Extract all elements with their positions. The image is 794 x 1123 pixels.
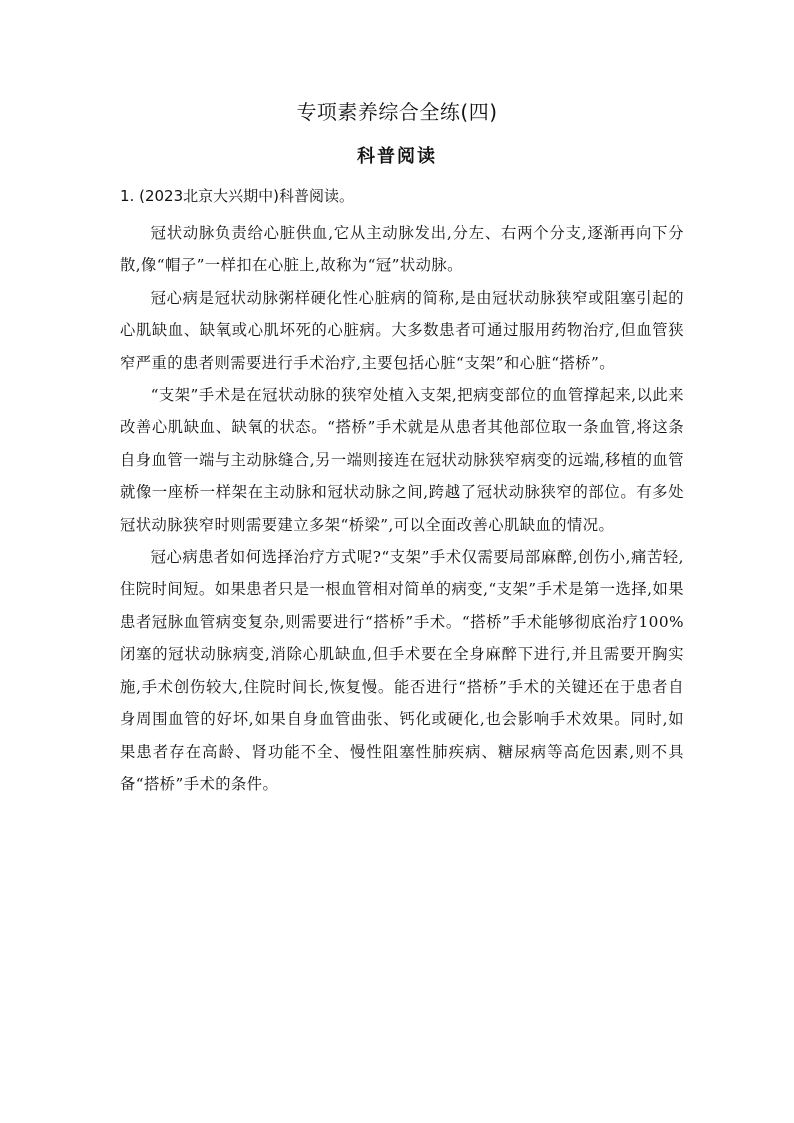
paragraph-stent-and-bypass: “支架”手术是在冠状动脉的狭窄处植入支架,把病变部位的血管撑起来,以此来改善心肌缺血、缺氧的状态。“搭桥”手术就是从患者其他部位取一条血管,将这条自身血管一端与主动脉缝合,另一端则接连在冠状动脉狭窄病变的远端,移植的血管就像一座桥一样架在主动脉和冠状动脉之间,跨越了冠状动脉狭窄的部位。有多处冠状动脉狭窄时则需要建立多架“桥梁”,可以全面改善心肌缺血的情况。 [120, 386, 684, 534]
question-number: 1. [120, 187, 135, 205]
article-body [120, 217, 684, 800]
question-header [120, 182, 690, 210]
paragraph-coronary-heart-disease: 冠心病是冠状动脉粥样硬化性心脏病的简称,是由冠状动脉狭窄或阻塞引起的心肌缺血、缺氧或心肌坏死的心脏病。大多数患者可通过服用药物治疗,但血管狭窄严重的患者则需要进行手术治疗,主要包括心脏“支架”和心脏“搭桥”。 [120, 288, 684, 372]
page-title: 专项素养综合全练(四) [296, 100, 498, 124]
paragraph-coronary-artery: 冠状动脉负责给心脏供血,它从主动脉发出,分左、右两个分支,逐渐再向下分散,像“帽子”一样扣在心脏上,故称为“冠”状动脉。 [120, 224, 684, 275]
question-source: (2023北京大兴期中)科普阅读。 [139, 187, 354, 205]
section-subtitle: 科普阅读 [357, 146, 437, 167]
paragraph-treatment-choice: 冠心病患者如何选择治疗方式呢?“支架”手术仅需要局部麻醉,创伤小,痛苦轻,住院时间短。如果患者只是一根血管相对简单的病变,“支架”手术是第一选择,如果患者冠脉血管病变复杂,则需要进行“搭桥”手术。“搭桥”手术能够彻底治疗100%闭塞的冠状动脉病变,消除心肌缺血,但手术要在全身麻醉下进行,并且需要开胸实施,手术创伤较大,住院时间长,恢复慢。能否进行“搭桥”手术的关键还在于患者自身周围血管的好坏,如果自身血管曲张、钙化或硬化,也会影响手术效果。同时,如果患者存在高龄、肾功能不全、慢性阻塞性肺疾病、糖尿病等高危因素,则不具备“搭桥”手术的条件。 [120, 548, 684, 793]
